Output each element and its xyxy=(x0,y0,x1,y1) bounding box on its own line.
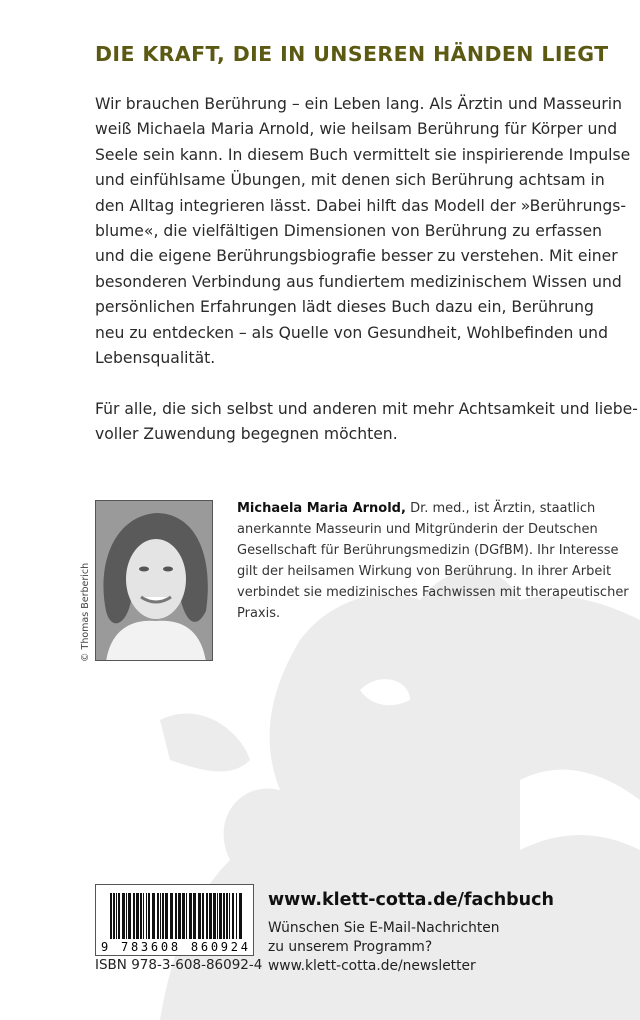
bio-line: Praxis. xyxy=(237,606,281,621)
barcode-bar xyxy=(118,893,120,939)
bio-line: gilt der heilsamen Wirkung von Berührung. In ihrer Arbeit xyxy=(237,564,612,579)
newsletter-line: zu unserem Programm? xyxy=(268,939,433,955)
bio-line: Gesellschaft für Berührungsmedizin (DGfBM). Ihr Interesse xyxy=(237,543,619,558)
barcode-bar xyxy=(136,893,139,939)
author-photo xyxy=(95,500,213,661)
barcode-bar xyxy=(193,893,196,939)
barcode-bar xyxy=(202,893,204,939)
heading: DIE KRAFT, DIE IN UNSEREN HÄNDEN LIEGT xyxy=(95,42,609,66)
blurb-line: den Alltag integrieren lässt. Dabei hilft das Modell der »Berührungs- xyxy=(95,196,626,215)
barcode-bar xyxy=(152,893,155,939)
barcode-bar xyxy=(126,893,127,939)
photo-credit: © Thomas Berberich xyxy=(80,562,91,662)
barcode-bar xyxy=(146,893,147,939)
audience-line: voller Zuwendung begegnen möchten. xyxy=(95,425,398,444)
barcode-bar xyxy=(186,893,187,939)
barcode-bar xyxy=(116,893,117,939)
barcode-bar xyxy=(189,893,192,939)
barcode-bar xyxy=(206,893,208,939)
barcode-bar xyxy=(217,893,218,939)
blurb-line: und die eigene Berührungsbiografie besser zu verstehen. Mit einer xyxy=(95,247,618,266)
newsletter-line: Wünschen Sie E-Mail-Nachrichten xyxy=(268,920,500,936)
barcode-bar xyxy=(209,893,212,939)
barcode-bar xyxy=(232,893,234,939)
barcode-bar xyxy=(140,893,142,939)
barcode-bar xyxy=(165,893,168,939)
blurb-line: Seele sein kann. In diesem Buch vermittelt sie inspirierende Impulse xyxy=(95,145,631,164)
author-name: Michaela Maria Arnold, xyxy=(237,501,406,516)
barcode-bar xyxy=(178,893,181,939)
blurb-line: weiß Michaela Maria Arnold, wie heilsam Berührung für Körper und xyxy=(95,120,618,139)
bio-line: anerkannte Masseurin und Mitgründerin der Deutschen xyxy=(237,522,598,537)
blurb-line: Wir brauchen Berührung – ein Leben lang. Als Ärztin und Masseurin xyxy=(95,95,622,113)
blurb-line: und einfühlsame Übungen, mit denen sich Berührung achtsam in xyxy=(95,171,605,190)
barcode-bar xyxy=(148,893,150,939)
barcode-bar xyxy=(213,893,216,939)
barcode-bar xyxy=(133,893,135,939)
blurb-paragraph xyxy=(95,92,630,371)
newsletter-info xyxy=(268,919,500,976)
barcode-bar xyxy=(198,893,201,939)
barcode-bar xyxy=(162,893,164,939)
barcode-bar xyxy=(110,893,112,939)
barcode-bar xyxy=(143,893,144,939)
barcode-bar xyxy=(223,893,225,939)
blurb-line: besonderen Verbindung aus fundiertem medizinischem Wissen und xyxy=(95,272,622,291)
bio-line: verbindet sie medizinisches Fachwissen mit therapeutischer xyxy=(237,585,629,600)
barcode-bar xyxy=(122,893,125,939)
audience-line: Für alle, die sich selbst und anderen mit mehr Achtsamkeit und liebe- xyxy=(95,400,638,418)
barcode-bar xyxy=(182,893,185,939)
barcode-bar xyxy=(157,893,159,939)
barcode-bar xyxy=(175,893,177,939)
blurb-line: neu zu entdecken – als Quelle von Gesundheit, Wohlbefinden und xyxy=(95,323,608,342)
publisher-url-link[interactable]: www.klett-cotta.de/fachbuch xyxy=(268,890,554,910)
barcode-digits: 9 783608 860924 xyxy=(101,940,248,954)
blurb-line: Lebensqualität. xyxy=(95,349,216,368)
barcode-bar xyxy=(170,893,173,939)
barcode-bar xyxy=(113,893,115,939)
barcode-bar xyxy=(236,893,237,939)
barcode-bar xyxy=(128,893,131,939)
blurb-line: blume«, die vielfältigen Dimensionen von Berührung zu erfassen xyxy=(95,222,603,241)
barcode xyxy=(95,884,254,956)
barcode-bar xyxy=(226,893,228,939)
audience-paragraph xyxy=(95,397,638,448)
barcode-bar xyxy=(160,893,161,939)
blurb-line: persönlichen Erfahrungen lädt dieses Buch dazu ein, Berührung xyxy=(95,298,594,317)
barcode-bar xyxy=(239,893,242,939)
bio-line: Dr. med., ist Ärztin, staatlich xyxy=(405,501,596,516)
author-bio xyxy=(237,498,629,624)
newsletter-link[interactable]: www.klett-cotta.de/newsletter xyxy=(268,958,476,974)
barcode-bar xyxy=(219,893,222,939)
barcode-bar xyxy=(229,893,230,939)
isbn: ISBN 978-3-608-86092-4 xyxy=(95,957,263,973)
